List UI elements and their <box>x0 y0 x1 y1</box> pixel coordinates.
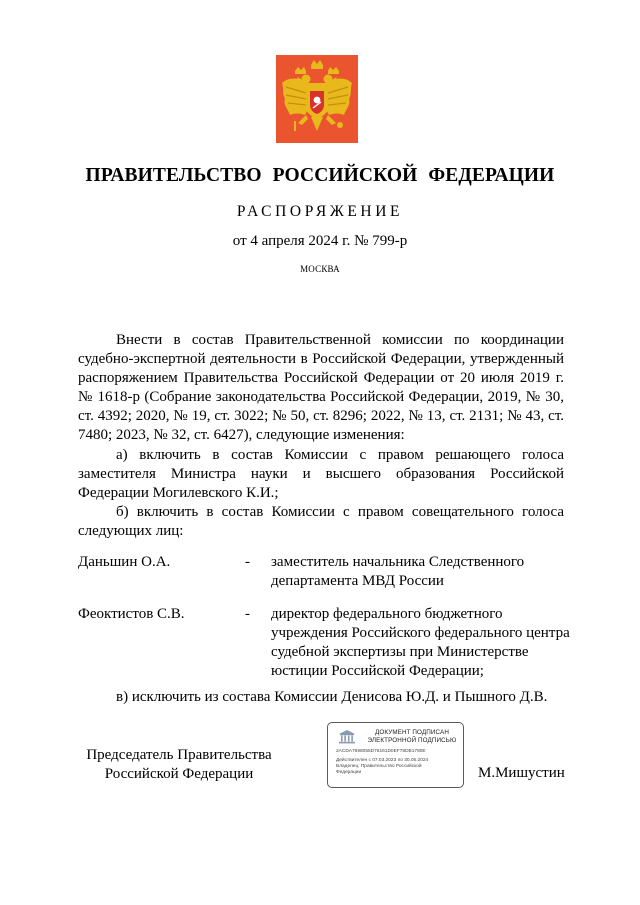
document-city: МОСКВА <box>300 264 340 274</box>
intro-paragraph: Внести в состав Правительственной комиссии по координации судебно-экспертной деятельности в Российской Федерации, утвержденный распоряжением Правительства Российской Федерации от 20 июля 2019 г. № 1618-р (Собрание законодательства Российской Федерации, 2019, № 30, ст. 4392; 2020, № 19, ст. 3022; № 50, ст. 8296; 2022, № 13, ст. 2131; № 43, ст. 7480; 2023, № 32, ст. 6427), следующие изменения: <box>78 332 564 443</box>
person-name: Даньшин О.А. <box>78 554 171 570</box>
stamp-heading-line1: ДОКУМЕНТ ПОДПИСАН <box>375 729 449 736</box>
government-building-icon <box>338 729 356 744</box>
electronic-signature-stamp <box>327 722 464 788</box>
stamp-owner-line2: Федерации <box>336 770 362 775</box>
stamp-heading <box>362 729 462 745</box>
stamp-validity: Действителен с 07.03.2023 по 30.05.2024 <box>336 758 429 763</box>
stamp-owner-line1: Владелец: Правительство Российской <box>336 764 422 769</box>
coat-of-arms-icon <box>276 55 358 143</box>
stamp-owner <box>336 764 422 776</box>
signatory-position <box>72 746 286 784</box>
signatory-name: М.Мишустин <box>478 765 565 781</box>
document-type: РАСПОРЯЖЕНИЕ <box>236 203 404 220</box>
person-dash: - <box>245 606 250 622</box>
item-v-paragraph: в) исключить из состава Комиссии Денисова Ю.Д. и Пышного Д.В. <box>116 689 548 705</box>
signatory-position-line2: Российской Федерации <box>104 766 254 782</box>
person-name: Феоктистов С.В. <box>78 606 185 622</box>
item-b-paragraph: б) включить в состав Комиссии с правом совещательного голоса следующих лиц: <box>78 504 564 539</box>
stamp-heading-line2: ЭЛЕКТРОННОЙ ПОДПИСЬЮ <box>367 737 457 744</box>
stamp-serial: 2ACDA7698055D76161D0EF78DB1780E <box>336 749 426 754</box>
person-description: директор федерального бюджетного учреждения Российского федерального центра судебной экспертизы при Министерстве юстиции Российской Федерации; <box>271 606 570 679</box>
item-a-paragraph: а) включить в состав Комиссии с правом решающего голоса заместителя Министра науки и высшего образования Российской Федерации Могилевского К.И.; <box>78 447 564 501</box>
signatory-position-line1: Председатель Правительства <box>86 747 272 763</box>
document-date-number: от 4 апреля 2024 г. № 799-р <box>232 233 408 249</box>
person-dash: - <box>245 554 250 570</box>
person-description: заместитель начальника Следственного департамента МВД России <box>271 554 525 589</box>
government-title: ПРАВИТЕЛЬСТВО РОССИЙСКОЙ ФЕДЕРАЦИИ <box>85 165 555 186</box>
